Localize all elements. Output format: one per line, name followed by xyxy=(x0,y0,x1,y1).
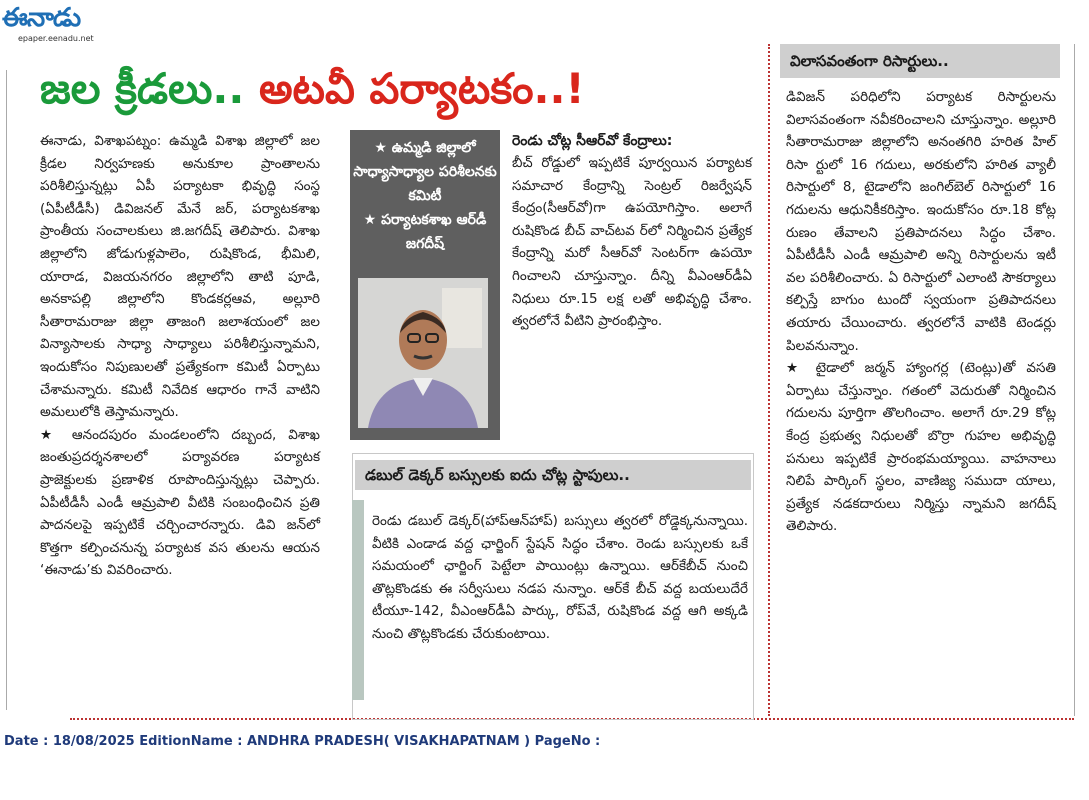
section-heading: రెండు చోట్ల సీఆర్‌వో కేంద్రాలు: xyxy=(512,133,673,149)
resorts-heading: విలాసవంతంగా రిసార్టులు.. xyxy=(790,52,949,70)
box-heading: డబుల్ డెక్కర్ బస్సులకు ఐదు చోట్ల స్టాపులు.. xyxy=(365,466,630,484)
paragraph: రెండు డబుల్ డెక్కర్(హాప్‌ఆన్‌హాప్) బస్సులు త్వరలో రోడ్డెక్కనున్నాయి. వీటికి ఎండాడ వద్ద ఛార్జింగ్ స్టేషన్ సిద్ధం చేశాం. రెండు బస్సులకు ఒకే సమయంలో ఛార్జింగ్ పెట్టేలా పాయింట్లు ఉన్నాయి. ఆర్‌కేబీచ్ నుంచి తొట్లకొండకు ఈ సర్వీసులు నడప నున్నాం. ఆర్‌కే బీచ్ వద్ద బయలుదేరే టీయూ-142, వీఎంఆర్‌డీఏ పార్కు, రోప్‌వే, రుషికొండ వద్ద ఆగి అక్కడి నుంచి తొట్లకొండకు చేరుకుంటాయి. xyxy=(372,513,748,642)
eenadu-logo xyxy=(2,4,122,44)
paragraph: ★ టైడాలో జర్మన్ హ్యాంగర్ల (టెంట్లు)తో వసతి ఏర్పాటు చేస్తున్నాం. గతంలో వెదురుతో నిర్మించిన గదులను పూర్తిగా తొలగించాం. అలాగే రూ.29 కోట్ల కేంద్ర ప్రభుత్వ నిధులతో బొర్రా గుహల అభివృద్ధి పనులు ఇప్పటికే ప్రారంభమయ్యాయి. వాహనాలు నిలిపే పార్కింగ్ స్థలం, వాణిజ్య సముదా యాలు, ప్రత్యేక నడకదారులు నిర్మిస్తు న్నామని జగదీష్ తెలిపారు. xyxy=(786,360,1056,535)
logo-text: ఈనాడు xyxy=(2,3,81,33)
paragraph: ఈనాడు, విశాఖపట్నం: ఉమ్మడి విశాఖ జిల్లాలో జల క్రీడల నిర్వహణకు అనుకూల ప్రాంతాలను పరిశీలిస్తున్నట్లు ఏపీ పర్యాటకా భివృద్ధి సంస్థ (ఏపీటీడీసీ) డివిజనల్ మేనే జర్, పర్యాటకశాఖ ప్రాంతీయ సంచాలకులు జి.జగదీష్ తెలిపారు. విశాఖ జిల్లాలోని జోడుగుళ్లపాలెం, రుషికొండ, భీమిలి, యారాడ, విజయనగరం జిల్లాలోని తాటి పూడి, అనకాపల్లి జిల్లాలోని కొండకర్లఆవ, అల్లూరి సీతారామరాజు జిల్లా తాజంగి జలాశయంలో జల విన్యాసాలకు సాధ్యా సాధ్యాలు పరిశీలిస్తున్నామని, ఇందుకోసం నిపుణులతో ప్రత్యేకంగా కమిటీ ఏర్పాటు చేశామన్నారు. కమిటీ నివేదిక ఆధారం గానే వాటిని అమలులోకి తెస్తామన్నారు. xyxy=(40,133,320,421)
left-border xyxy=(6,70,7,710)
person-photo xyxy=(358,278,488,428)
article-column-1 xyxy=(40,130,320,710)
logo-url: epaper.eenadu.net xyxy=(18,34,94,43)
paragraph: బీచ్ రోడ్డులో ఇప్పటికే పూర్వయిన పర్యాటక సమాచార కేంద్రాన్ని సెంట్రల్ రిజర్వేషన్ కేంద్రం(సీఆర్‌వో)గా ఉపయోగిస్తాం. అలాగే రుషికొండ బీచ్ వాచ్‌టవ ర్‌లో నిర్మించిన ప్రత్యేక కేంద్రాన్ని మరో సీఆర్‌వో సెంటర్‌గా ఉపయో గించాలని చూస్తున్నాం. దీన్ని వీఎంఆర్‌డీఏ నిధులు రూ.15 లక్ష లతో అభివృద్ధి చేశాం. త్వరలోనే వీటిని ప్రారంభిస్తాం. xyxy=(512,155,752,330)
headline-part1: జల క్రీడలు.. xyxy=(40,64,245,113)
box-side-accent xyxy=(352,500,364,700)
right-border xyxy=(1074,44,1075,716)
person-photo-drawing xyxy=(358,278,488,428)
article-column-2 xyxy=(512,130,752,333)
sidebar-text xyxy=(352,136,498,256)
headline-part2: అటవీ పర్యాటకం..! xyxy=(258,64,585,113)
edition-footer: Date : 18/08/2025 EditionName : ANDHRA PRADESH( VISAKHAPATNAM ) PageNo : xyxy=(4,734,601,749)
sidebar-line: ★ ఉమ్మడి జిల్లాలో సాధ్యాసాధ్యాల పరిశీలనకు కమిటీ xyxy=(353,140,497,204)
box-body xyxy=(372,510,748,646)
headline xyxy=(40,54,760,124)
sidebar-line: ★ పర్యాటకశాఖ ఆర్‌డీ జగదీష్ xyxy=(363,212,487,252)
column-divider xyxy=(768,44,770,716)
paragraph: ★ ఆనందపురం మండలంలోని దబ్బంద, విశాఖ జంతుప్రదర్శనశాలలో పర్యావరణ పర్యాటక ప్రాజెక్టులకు ప్రణాళిక రూపొందిస్తున్నట్లు చెప్పారు. ఏపీటీడీసీ ఎండీ ఆమ్రపాలి వీటికి సంబంధించిన ప్రతి పాదనలపై ఇప్పటికే చర్చించారన్నారు. డివి జన్‌లో కొత్తగా కల్పించనున్న పర్యాటక వస తులను ఆయన ‘ఈనాడు’కు వివరించారు. xyxy=(40,426,320,579)
article-column-3 xyxy=(786,86,1056,538)
paragraph: డివిజన్ పరిధిలోని పర్యాటక రిసార్టులను విలాసవంతంగా నవీకరించాలని చూస్తున్నాం. అల్లూరి సీతారామరాజు జిల్లాలోని అనంతగిరి హరిత హిల్ రిసా ర్టులో 16 గదులు, అరకులోని హరిత వ్యాలీ రిసార్టులో 8, టైడాలోని జంగిల్‌బెల్ రిసార్టులో 16 గదులను ఆధునికీకరిస్తాం. ఇందుకోసం రూ.18 కోట్ల రుణం తేవాలని ప్రతిపాదనలు సిద్ధం చేశాం. ఏపీటీడీసీ ఎండీ ఆమ్రపాలి అన్ని రిసార్టులను ఇటీ వల పరిశీలించారు. ఏ రిసార్టులో ఎలాంటి సౌకర్యాలు కల్పిస్తే బాగుం టుందో స్వయంగా ప్రతిపాదనలు తయారు చేయించారు. త్వరలోనే వాటికి టెండర్లు పిలవనున్నాం. xyxy=(786,89,1056,354)
